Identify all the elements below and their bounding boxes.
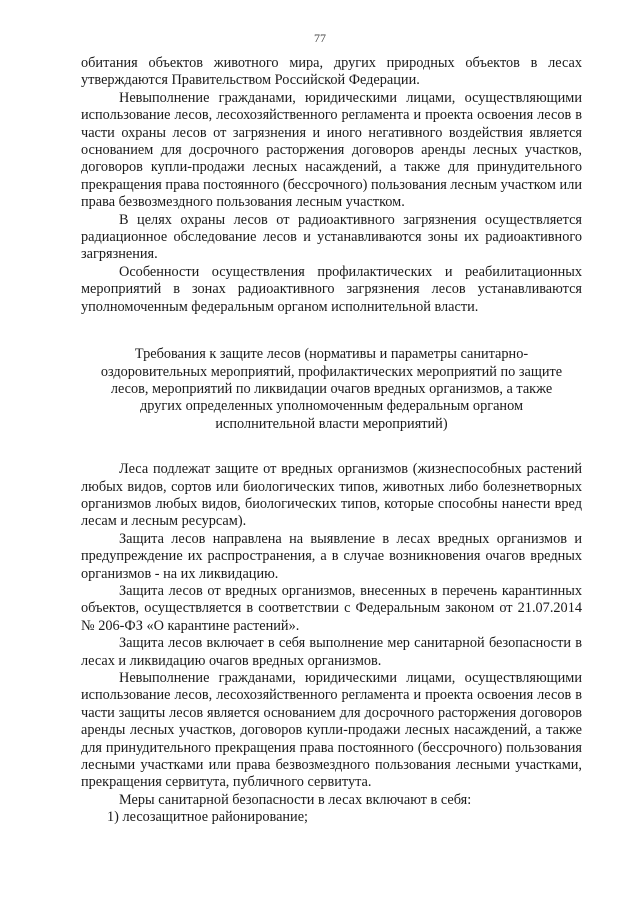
paragraph-violation-protection: Невыполнение гражданами, юридическими лицами, осуществляющими использование лесов, лесохозяйственного регламента и проекта освоения лесов в части защиты лесов является основанием для досрочного расторжения договоров аренды лесных участков, договоров купли-продажи лесных насаждений, а также для принудительного прекращения права постоянного (бессрочного) пользования лесными участками или права безвозмездного пользования лесными участками, прекращения сервитута, публичного сервитута. — [81, 670, 582, 791]
paragraph-sanitary-measures: Меры санитарной безопасности в лесах включают в себя: — [119, 791, 472, 808]
section-heading: Требования к защите лесов (нормативы и параметры санитарно-оздоровительных мероприятий, профилактических мероприятий по защите лесов, мероприятий по ликвидации очагов вредных организмов, а также других определенных уполномоченным федеральным органом исполнительной власти мероприятий) — [100, 346, 563, 432]
paragraph-radiation-survey: В целях охраны лесов от радиоактивного загрязнения осуществляется радиационное обследование лесов и устанавливаются зоны их радиоактивного загрязнения. — [81, 211, 582, 263]
paragraph-protection-includes: Защита лесов включает в себя выполнение мер санитарной безопасности в лесах и ликвидацию очагов вредных организмов. — [81, 635, 582, 669]
paragraph-radiation-measures: Особенности осуществления профилактических и реабилитационных мероприятий в зонах радиоактивного загрязнения лесов устанавливаются уполномоченным федеральным органом исполнительной власти. — [81, 263, 582, 315]
paragraph-protection-aim: Защита лесов направлена на выявление в лесах вредных организмов и предупреждение их распространения, а в случае возникновения очагов вредных организмов - на их ликвидацию. — [81, 530, 582, 582]
paragraph-violation-pollution: Невыполнение гражданами, юридическими лицами, осуществляющими использование лесов, лесохозяйственного регламента и проекта освоения лесов в части охраны лесов от загрязнения и иного негативного воздействия является основанием для досрочного расторжения договоров аренды лесных участков, договоров купли-продажи лесных насаждений, а также для принудительного прекращения права постоянного (бессрочного) пользования лесным участком или права безвозмездного пользования лесным участком. — [81, 89, 582, 211]
page-number: 77 — [314, 31, 326, 45]
list-item: 1) лесозащитное районирование; — [107, 809, 309, 826]
document-body — [81, 55, 582, 827]
paragraph-quarantine: Защита лесов от вредных организмов, внесенных в перечень карантинных объектов, осуществляется в соответствии с Федеральным законом от 21.07.2014 № 206-ФЗ «О карантине растений». — [81, 582, 582, 634]
paragraph-continuation: обитания объектов животного мира, других природных объектов в лесах утверждаются Правительством Российской Федерации. — [81, 55, 582, 89]
paragraph-harmful-organisms: Леса подлежат защите от вредных организмов (жизнеспособных растений любых видов, сортов или биологических типов, животных либо болезнетворных организмов любых видов, биологических типов, которые способны нанести вред лесам и лесным ресурсам). — [81, 461, 582, 530]
